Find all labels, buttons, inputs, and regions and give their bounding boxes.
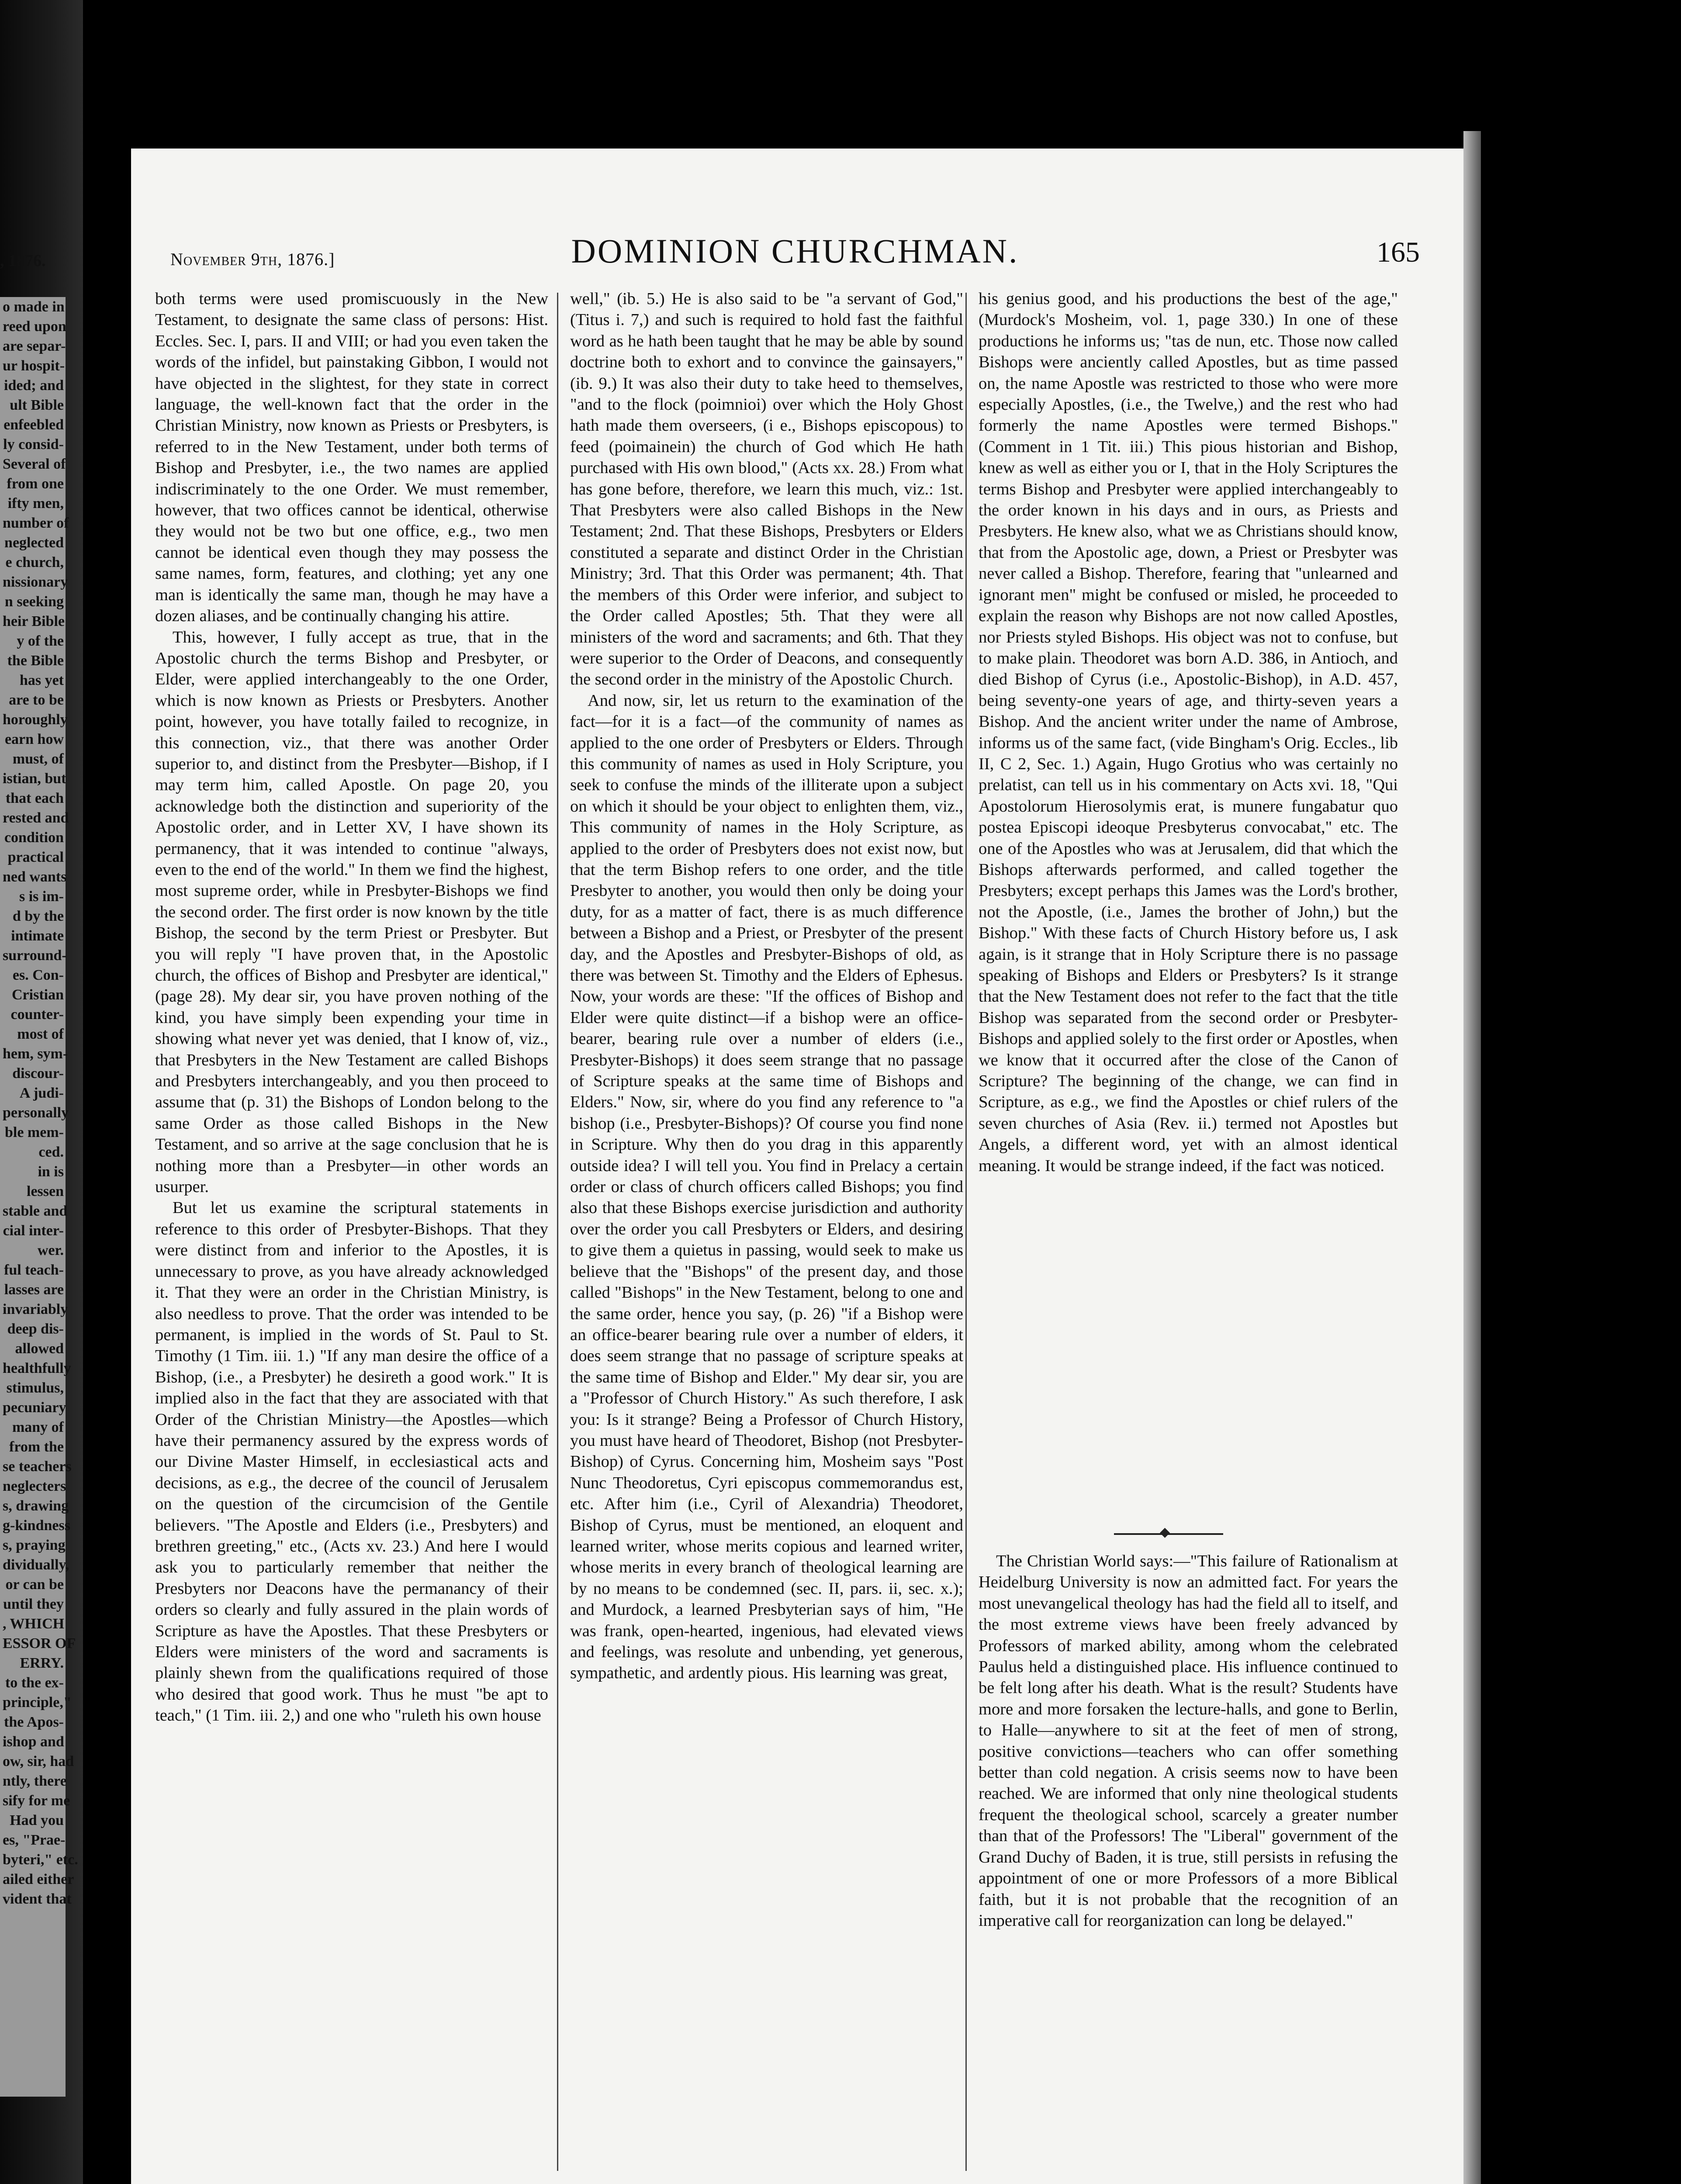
previous-page-line: healthfully bbox=[3, 1360, 71, 1376]
previous-page-line: practical bbox=[7, 849, 64, 865]
previous-page-line: s, drawing bbox=[3, 1498, 69, 1514]
previous-page-line: n seeking bbox=[4, 594, 64, 610]
christian-world-paragraph: The Christian World says:—"This failure of Rationalism at Heidelburg University is now an admitted fact. For years the most unevangelical theology has had the field all to itself, and the most extreme views have been freely advanced by Professors of marked ability, among whom the celebrated Paulus held a distinguished place. His influence continued to be felt long after his death. What is the result? Students have more and more forsaken the lecture-halls, and gone to Berlin, to Halle—anywhere to sit at the feet of men of strong, positive convictions—teachers who can offer something better than cold negation. A crisis seems now to have been reached. We are informed that only nine theological students frequent the theological school, scarcely a greater number than that of the Professors! The "Liberal" government of the Grand Duchy of Baden, it is true, still persists in refusing the appointment of one or more Professors of a more Biblical faith, but it is not probable that the recognition of an imperative call for reorganization can long be delayed." bbox=[979, 1552, 1398, 1930]
previous-page-line: personally bbox=[3, 1105, 69, 1121]
previous-page-line: ult Bible bbox=[10, 397, 64, 413]
col1-paragraph: both terms were used promiscuously in the New Testament, to designate the same class of persons: Hist. Eccles. Sec. I, pars. II and VIII; or had you even taken the words of the infidel, but painstaking Gibbon, I would not have objected in the slightest, for they state in correct language, the well-known fact that the order in the Christian Ministry, now known as Priests or Presbyters, is referred to in the New Testament, under both terms of Bishop and Presbyter, i.e., the two names are applied indiscriminately to the one Order. We must remember, however, that two offices cannot be identical, otherwise they would not be two but one office, e.g., two men cannot be identical even though they may possess the same names, form, features, and clothing; yet any one man is identically the same man, though he may have a dozen aliases, and be continually changing his attire. bbox=[155, 290, 548, 625]
previous-page-line: Cristian bbox=[12, 987, 64, 1003]
previous-page-line: se teachers bbox=[3, 1458, 72, 1475]
previous-page-line: e church, bbox=[5, 554, 64, 570]
header-date: November 9th, 1876.] bbox=[170, 249, 335, 269]
previous-page-line: y of the bbox=[17, 633, 64, 649]
page-number: 165 bbox=[1377, 236, 1420, 268]
previous-page-line: most of bbox=[17, 1026, 64, 1042]
previous-page-line: s is im- bbox=[19, 888, 64, 905]
previous-page-line: heir Bible bbox=[3, 613, 65, 629]
previous-page-line: principle," bbox=[3, 1694, 72, 1711]
previous-page-line: surround- bbox=[3, 947, 67, 964]
col1-paragraph: This, however, I fully accept as true, that in the Apostolic church the terms Bishop and Presbyter, or Elder, were applied interchangeably to the one Order, which is now known as Priests or Presbyters. Another point, however, you have totally failed to recognize, in this connection, viz., that there was another Order superior to, and distinct from the Presbyter—Bishop, if I may term him, called Apostle. On page 20, you acknowledge both the distinction and superiority of the Apostolic order, and in Letter XV, I have shown its permanency, that it was intended to continue "always, even to the end of the world." In them we find the highest, most supreme order, while in Presbyter-Bishops we find the second order. The first order is now known by the title Bishop, the second by the term Priest or Presbyter. But you will reply "I have proven that, in the Apostolic church, the offices of Bishop and Presbyter are identical," (page 28). My dear sir, you have proven nothing of the kind, you have simply been expending your time in showing what never yet was denied, that I know of, viz., that Presbyters in the New Testament are called Bishops and Presbyters interchangeably, and you then proceed to assume that (p. 31) the Bishops of London belong to the same Order as those called Bishops in the New Testament, and so arrive at the sage conclusion that he is nothing more than a Presbyter—in other words an usurper. bbox=[155, 628, 548, 1196]
previous-page-line: ur hospit- bbox=[3, 358, 65, 374]
previous-page-line: d by the bbox=[12, 908, 64, 924]
previous-page-line: ced. bbox=[38, 1144, 64, 1160]
previous-page-line: ifty men, bbox=[7, 495, 64, 511]
previous-page-line: neglected bbox=[4, 535, 64, 551]
previous-page-line: in is bbox=[38, 1164, 64, 1180]
previous-page-line: ble mem- bbox=[4, 1124, 64, 1140]
previous-page-line: ntly, there bbox=[3, 1773, 67, 1789]
previous-page-line: until they bbox=[3, 1596, 64, 1612]
previous-page-line: must, of bbox=[12, 751, 64, 767]
previous-page-line: to the ex- bbox=[5, 1675, 64, 1691]
col2-paragraph: well," (ib. 5.) He is also said to be "a servant of God," (Titus i. 7,) and such is required to hold fast the faithful word as he hath been taught that he may be able by sound doctrine both to exhort and to convince the gainsayers," (ib. 9.) It was also their duty to take heed to themselves, "and to the flock (poimnioi) over which the Holy Ghost hath made them overseers, (i e., Bishops episcopous) to feed (poimainein) the church of God which He hath purchased with His own blood," (Acts xx. 28.) From what has gone before, therefore, we learn this much, viz.: 1st. That Presbyters were also called Bishops in the New Testament; 2nd. That these Bishops, Presbyters or Elders constituted a separate and distinct Order in the Christian Ministry; 3rd. That this Order was permanent; 4th. That the members of this Order were inferior, and subject to the Order called Apostles; 5th. That they were all ministers of the word and sacraments; and 6th. That they were superior to the Order of Deacons, and consequently the second order in the ministry of the Apostolic Church. bbox=[570, 290, 963, 689]
previous-page-line: ided; and bbox=[4, 377, 64, 394]
previous-page-line: ful teach- bbox=[4, 1262, 64, 1278]
previous-page-line: earn how bbox=[4, 731, 64, 747]
page-edge bbox=[1463, 131, 1481, 2184]
previous-page-line: ned wants bbox=[3, 869, 67, 885]
previous-page-line: wer. bbox=[37, 1242, 64, 1258]
previous-page-line: , WHICH bbox=[3, 1616, 65, 1632]
previous-page-line: invariably bbox=[3, 1301, 68, 1317]
newspaper-page bbox=[131, 149, 1463, 2184]
col3-paragraph: his genius good, and his productions the best of the age," (Murdock's Mosheim, vol. 1, page 330.) In one of these productions he informs us; "tas de nun, etc. Those now called Bishops were anciently called Apostles, but as time passed on, the name Apostle was restricted to those who were more especially Apostles, (i.e., the Twelve,) and the rest who had formerly the name Apostles were termed Bishops." (Comment in 1 Tit. iii.) This pious historian and Bishop, knew as well as either you or I, that in the Holy Scriptures the terms Bishop and Presbyter were applied interchangeably to the order known in his days and in ours, as Priests and Presbyters. He knew also, what we as Christians should know, that from the Apostolic age, down, a Priest or Presbyter was never called a Bishop. Therefore, fearing that "unlearned and ignorant men" might be confused or misled, he proceeded to explain the reason why Bishops are not now called Apostles, nor Priests styled Bishops. His object was not to confuse, but to make plain. Theodoret was born A.D. 386, in Antioch, and died Bishop of Cyrus (i.e., Apostolic-Bishop), in A.D. 457, being seventy-one years of age, and thirty-seven years a Bishop. And the ancient writer under the name of Ambrose, informs us of the same fact, (vide Bingham's Orig. Eccles., lib II, C 2, Sec. 1.) Again, Hugo Grotius who was certainly no prelatist, can tell us in his commentary on Acts xvi. 18, "Qui Apostolorum Hierosolymis erat, is munere fungabatur quo postea Episcopi ideoque Presbyterus convocabat," etc. The one of the Apostles who was at Jerusalem, did that which the Bishops afterwards performed, and called together the Presbyters; except perhaps this James was the Lord's brother, not the Apostle, (i.e., James the brother of John,) but the Bishop." With these facts of Church History before us, I ask again, is it strange that in Holy Scripture there is no passage speaking of Bishops and Elders or Presbyters? Is it strange that the New Testament does not refer to the fact that the title Bishop was separated from the second order or Presbyter-Bishops and applied solely to the first order or Apostles, when we know that it occurred after the close of the Canon of Scripture? The beginning of the change, we can find in Scripture, as e.g., we find the Apostles or chief rulers of the seven churches of Asia (Rev. ii.) termed not Apostles but Angels, a different word, yet with an almost identical meaning. It would be strange indeed, if the fact was noticed. bbox=[979, 290, 1398, 1175]
previous-page-line: horoughly bbox=[3, 712, 68, 728]
previous-page-line: enfeebled bbox=[3, 417, 64, 433]
previous-page-line: rested and bbox=[3, 810, 69, 826]
previous-page-line: discour- bbox=[12, 1065, 64, 1082]
previous-page-line: sify for me bbox=[3, 1793, 70, 1809]
col2-paragraph: And now, sir, let us return to the examination of the fact—for it is a fact—of the community of names as applied to the one order of Presbyters or Elders. Through this community of names as used in Holy Scripture, you seek to confuse the minds of the illiterate upon a subject on which it should be your object to enlighten them, viz., This community of names in the Holy Scripture, as applied to the order of Presbyters does not exist now, but that the term Bishop refers to one order, and the title Presbyter to another, you would then only be doing your duty, for as a matter of fact, there is as much difference between a Bishop and a Priest, or Presbyter of the present day, and the Apostles and Presbyter-Bishops of old, as there was between St. Timothy and the Elders of Ephesus. Now, your words are these: "If the offices of Bishop and Elder were quite distinct—if a bishop were an office-bearer, bearing rule over a number of elders (i.e., Presbyter-Bishops) it does seem strange that no passage of Scripture speaks at the same time of Bishops and Elders." Now, sir, where do you find any reference to "a bishop (i.e., Presbyter-Bishops)? Of course you find none in Scripture. Why then do you drag in this apparently outside idea? I will tell you. You find in Prelacy a certain order or class of church officers called Bishops; you find also that these Bishops exercise jurisdiction and authority over the order you call Presbyters or Elders, and desiring to give them a quietus in passing, would seek to make us believe that the "Bishops" of the present day, and those called "Bishops" in the New Testament, belong to one and the same order, hence you say, (p. 26) "if a Bishop were an office-bearer bearing rule over a number of elders, it does seem strange that no passage of scripture speaks at the same time of Bishop and Elder." My dear sir, you are a "Professor of Church History." As such therefore, I ask you: Is it strange? Being a Professor of Church History, you must have heard of Theodoret, Bishop (not Presbyter-Bishop) of Cyrus. Concerning him, Mosheim says "Post Nunc Theodoretus, Cyri episcopus commemorandus est, etc. After him (i.e., Cyril of Alexandria) Theodoret, Bishop of Cyrus, must be mentioned, an eloquent and learned writer, whose merits copious and learned writer, whose merits in every branch of theological learning are by no means to be condemned (sec. II, pars. ii, sec. x.); and Murdock, a learned Presbyterian says of him, "He was frank, open-hearted, ingenious, had elevated views and feelings, was resolute and unbending, yet generous, sympathetic, and ardently pious. His learning was great, bbox=[570, 691, 963, 1683]
previous-page-line: lessen bbox=[27, 1183, 64, 1199]
previous-page-line: g-kindness bbox=[3, 1517, 70, 1534]
previous-page-line: has yet bbox=[19, 672, 64, 688]
column-1 bbox=[155, 288, 548, 2167]
previous-page-line: A judi- bbox=[19, 1085, 64, 1101]
previous-page-line: allowed bbox=[15, 1341, 64, 1357]
previous-page-line: the Apos- bbox=[4, 1714, 64, 1730]
previous-page-line: stable and bbox=[3, 1203, 68, 1219]
previous-page-line: Had you bbox=[10, 1812, 64, 1828]
previous-page-line: from one bbox=[7, 476, 64, 492]
previous-page-line: number of bbox=[3, 515, 69, 531]
page-header bbox=[170, 232, 1420, 280]
previous-page-line: reed upon bbox=[3, 318, 66, 335]
previous-page-line: lasses are bbox=[4, 1282, 64, 1298]
previous-page-strip bbox=[0, 0, 83, 2184]
previous-page-line: es. Con- bbox=[12, 967, 64, 983]
christian-world-article bbox=[979, 1551, 1398, 1931]
previous-page-line: ishop and bbox=[3, 1734, 64, 1750]
previous-page-line: are to be bbox=[9, 692, 64, 708]
col1-paragraph: But let us examine the scriptural statements in reference to this order of Presbyter-Bishops. That they were distinct from and inferior to the Apostles, it is unnecessary to prove, as you have already acknowledged it. That they were an order in the Christian Ministry, is also needless to prove. That the order was intended to be permanent, is implied in the words of St. Paul to St. Timothy (1 Tim. iii. 1.) "If any man desire the office of a Bishop, (i.e., a Presbyter) he desireth a good work." It is implied also in the fact that they are associated with that Order of the Christian Ministry—the Apostles—which have their permanency assured by the express words of our Divine Master Himself, in ecclesiastical acts and decisions, as e.g., the decree of the council of Jerusalem on the question of the circumcision of the Gentile believers. "The Apostle and Elders (i.e., Presbyters) and brethren greeting," etc., (Acts xv. 23.) And here I would ask you to particularly remember that neither the Presbyters nor Deacons have the permanancy of their orders so clearly and fully assured in the plain words of Scripture as have the Apostles. That these Presbyters or Elders were ministers of the word and sacraments is plainly shewn from the qualifications required of those who desired that good work. Thus he must "be apt to teach," (1 Tim. iii. 2,) and one who "ruleth his own house bbox=[155, 1199, 548, 1725]
previous-page-line: Several of bbox=[3, 456, 66, 472]
previous-page-line: s, praying bbox=[3, 1537, 66, 1553]
previous-page-line: ly consid- bbox=[3, 436, 64, 453]
previous-page-line: stimulus, bbox=[6, 1380, 64, 1396]
previous-page-line: pecuniary bbox=[3, 1400, 66, 1416]
previous-page-line: cial inter- bbox=[3, 1223, 64, 1239]
column-3 bbox=[979, 288, 1398, 2167]
previous-page-line: that each bbox=[5, 790, 64, 806]
previous-page-line: ESSOR OF bbox=[3, 1635, 76, 1652]
column-rule bbox=[557, 293, 558, 2171]
previous-page-line: from the bbox=[9, 1439, 64, 1455]
previous-page-date: , 1876. bbox=[0, 252, 46, 270]
previous-page-line: many of bbox=[12, 1419, 64, 1435]
previous-page-line: are separ- bbox=[3, 338, 66, 354]
previous-page-line: or can be bbox=[5, 1576, 64, 1593]
previous-page-line: es, "Prae- bbox=[3, 1832, 66, 1848]
previous-page-line: byteri," etc. bbox=[3, 1852, 78, 1868]
previous-page-line: istian, but bbox=[3, 771, 66, 787]
previous-page-line: neglecters bbox=[3, 1478, 66, 1494]
previous-page-line: condition bbox=[4, 829, 64, 846]
section-divider bbox=[1114, 1533, 1223, 1535]
masthead-title: DOMINION CHURCHMAN. bbox=[571, 232, 1019, 270]
previous-page-line: the Bible bbox=[7, 653, 64, 669]
column-2 bbox=[570, 288, 963, 2167]
previous-page-line: deep dis- bbox=[7, 1321, 64, 1337]
previous-page-line: ailed either bbox=[3, 1871, 74, 1887]
previous-page-text bbox=[0, 297, 78, 2097]
previous-page-line: counter- bbox=[10, 1006, 64, 1023]
previous-page-line: ow, sir, had bbox=[3, 1753, 74, 1769]
previous-page-line: intimate bbox=[11, 928, 64, 944]
previous-page-line: ERRY. bbox=[20, 1655, 64, 1671]
previous-page-line: o made in bbox=[3, 299, 65, 315]
previous-page-line: dividually, bbox=[3, 1557, 69, 1573]
previous-page-line: hem, sym- bbox=[3, 1046, 68, 1062]
column-rule bbox=[965, 293, 967, 2171]
previous-page-line: nissionary bbox=[3, 574, 68, 590]
previous-page-line: vident that bbox=[3, 1891, 72, 1907]
